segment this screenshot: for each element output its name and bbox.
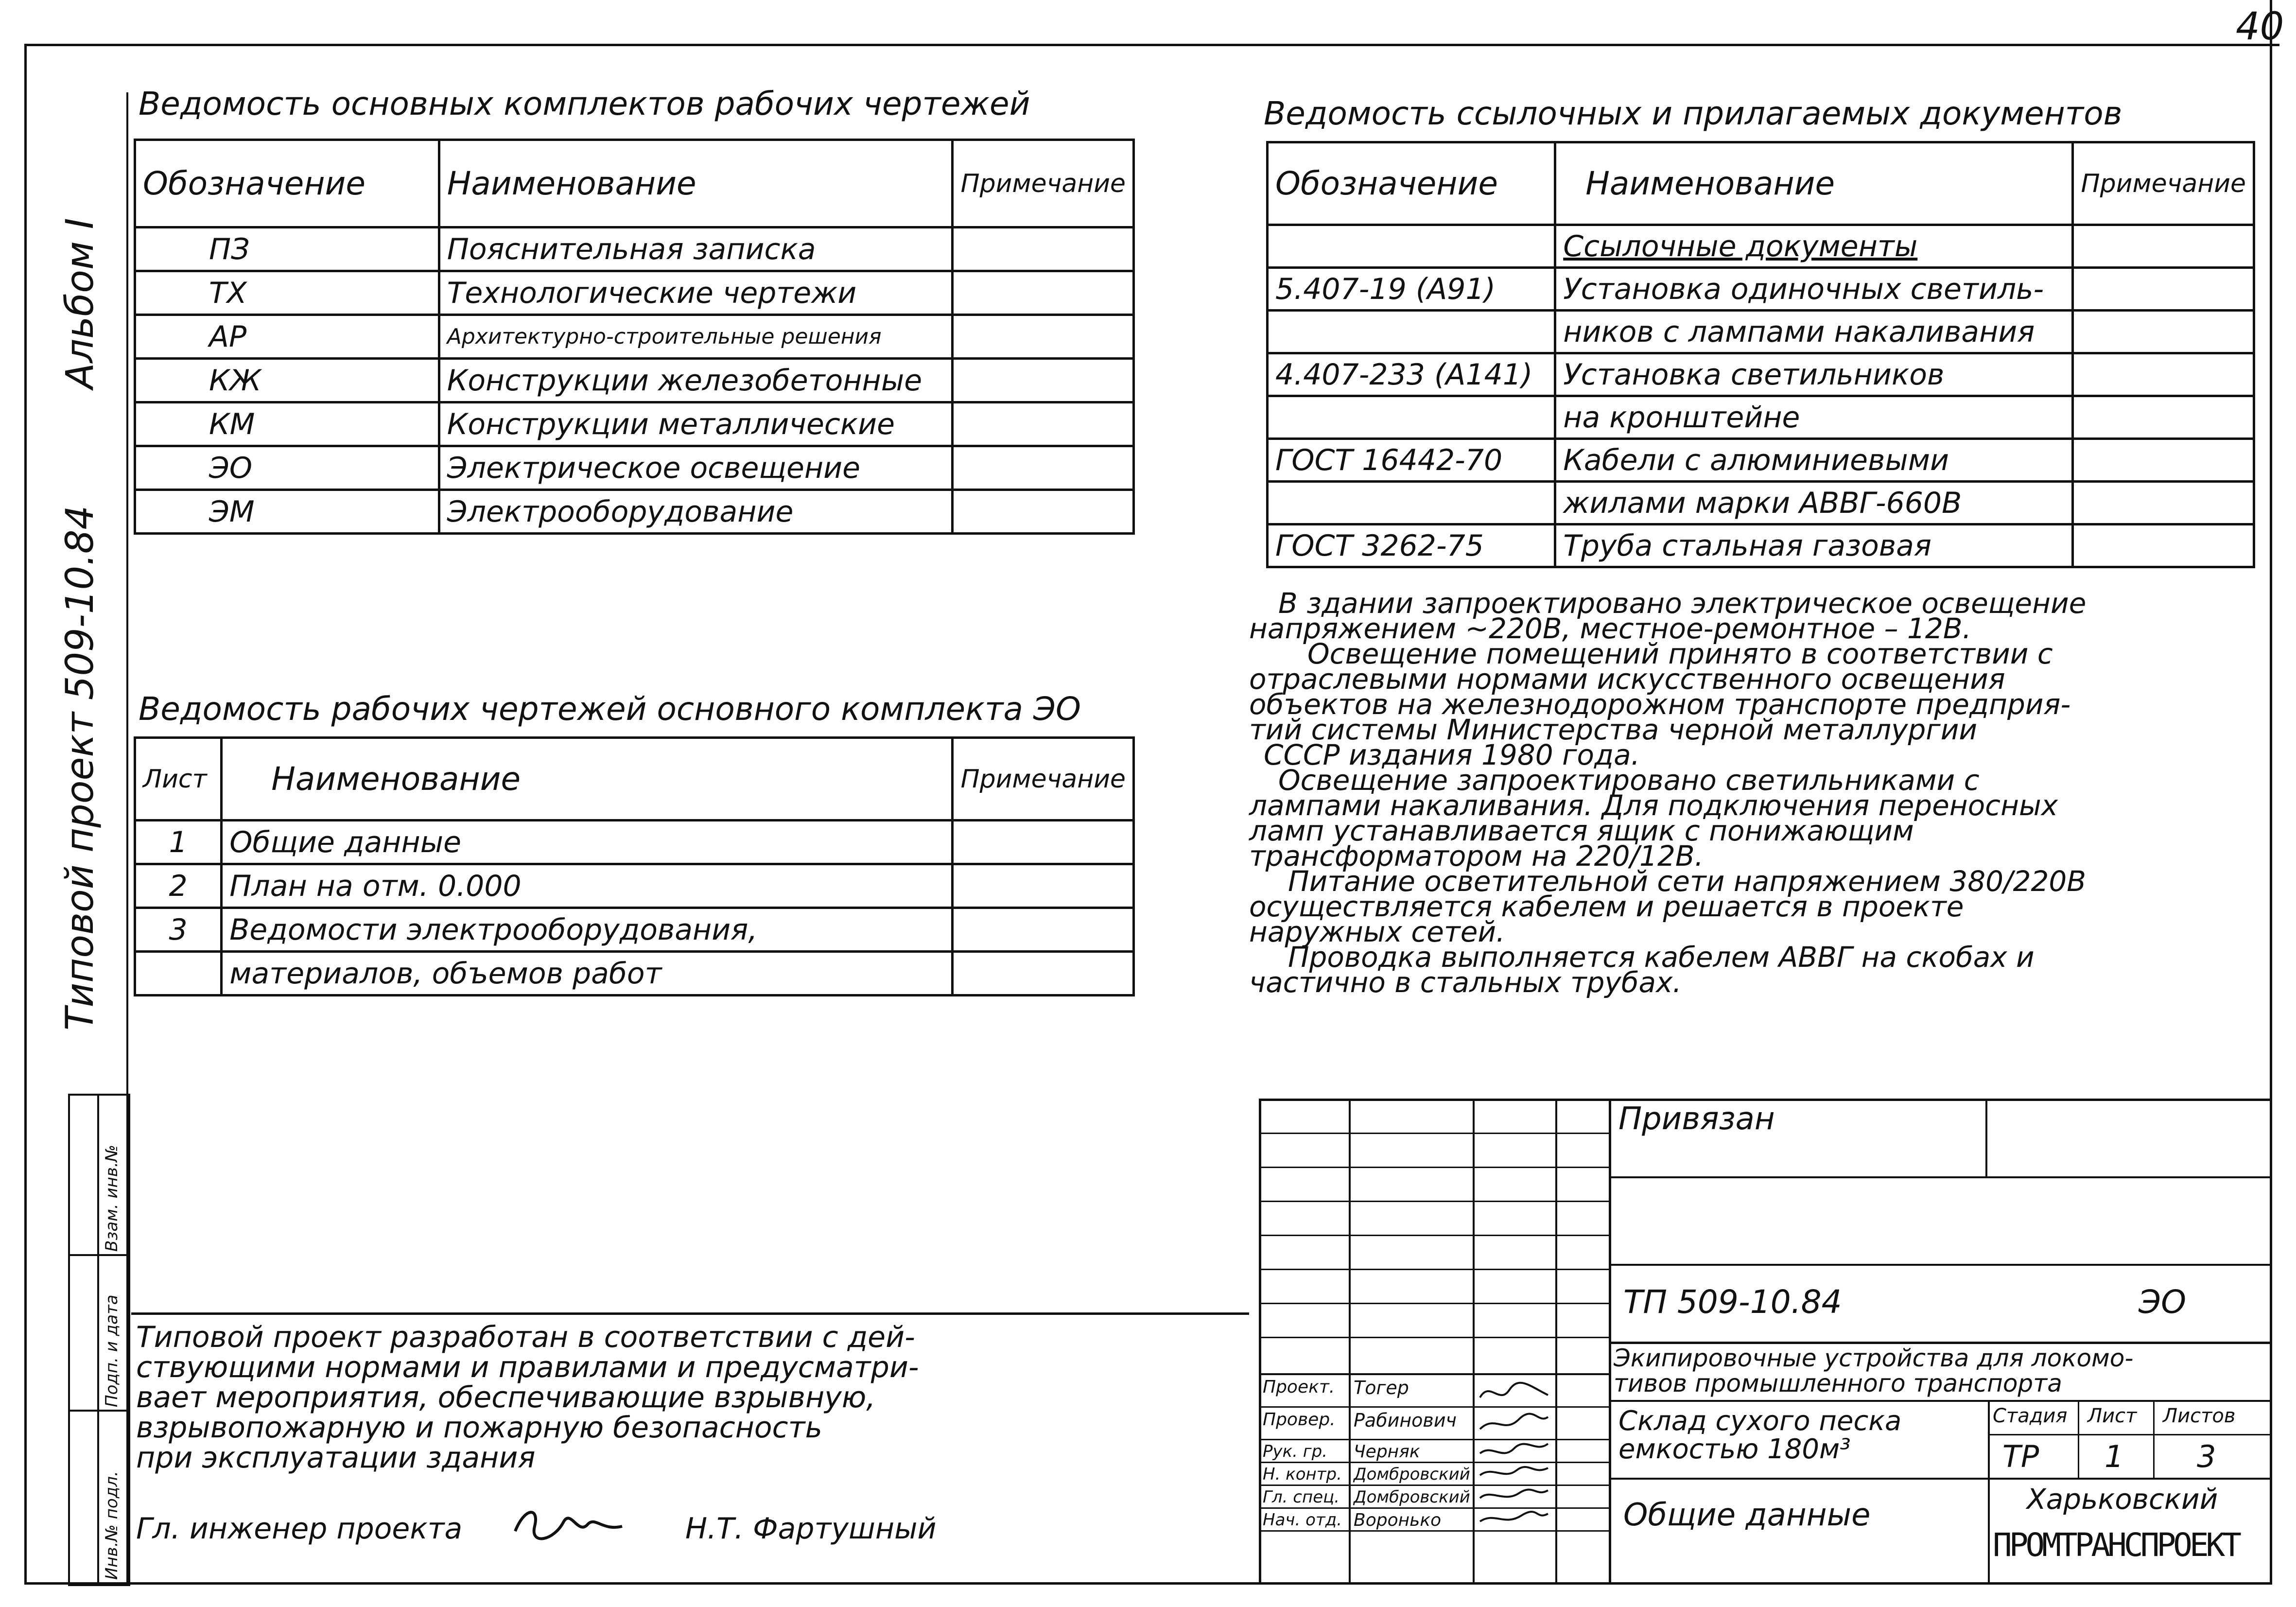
chief-engineer-label: Гл. инженер проекта xyxy=(136,1512,463,1546)
compliance-top-line xyxy=(131,1312,1249,1315)
stamp-divider xyxy=(97,1094,99,1582)
sheet-label: Лист xyxy=(2087,1405,2137,1427)
col-header-note: Примечание xyxy=(953,738,1134,821)
row-note xyxy=(2073,439,2254,482)
row-code: ПЗ xyxy=(135,227,439,271)
table-row xyxy=(135,952,1134,996)
row-name: Пояснительная записка xyxy=(439,227,953,271)
sign-name: Рабинович xyxy=(1354,1410,1457,1431)
row-name: Конструкции железобетонные xyxy=(439,359,953,402)
col-header-note: Примечание xyxy=(2073,142,2254,225)
row-name: Кабели с алюминиевыми xyxy=(1555,439,2073,482)
frame-left-border xyxy=(24,44,27,1585)
row-name: Установка светильников xyxy=(1555,353,2073,396)
col-header-name: Наименование xyxy=(439,140,953,227)
sheet-title: Общие данные xyxy=(1623,1497,1871,1533)
note-line: лампами накаливания. Для подключения переносных xyxy=(1249,789,2058,822)
row-note xyxy=(953,271,1134,315)
row-note xyxy=(953,864,1134,908)
row-name: Конструкции металлические xyxy=(439,402,953,446)
row-code: 5.407-19 (А91) xyxy=(1268,268,1555,311)
table-row xyxy=(1268,396,2254,439)
compliance-line: Типовой проект разработан в соответствии с дей- xyxy=(136,1320,915,1354)
object-line: тивов промышленного транспорта xyxy=(1614,1369,2062,1397)
row-note xyxy=(953,490,1134,534)
sign-name: Воронько xyxy=(1354,1510,1442,1530)
main-sets-table xyxy=(134,139,1135,535)
sheet-value: 1 xyxy=(2105,1439,2124,1474)
row-code: КЖ xyxy=(135,359,439,402)
row-note xyxy=(953,908,1134,952)
row-note xyxy=(953,821,1134,864)
row-name: Общие данные xyxy=(222,821,953,864)
compliance-line: ствующими нормами и правилами и предусматри- xyxy=(136,1350,919,1384)
working-drawings-table xyxy=(134,736,1135,996)
row-name: Ведомости электрооборудования, xyxy=(222,908,953,952)
row-note xyxy=(953,402,1134,446)
row-note xyxy=(953,359,1134,402)
row-code: ЭО xyxy=(135,446,439,490)
frame-bottom-border xyxy=(24,1582,2272,1585)
col-header-name: Наименование xyxy=(222,738,953,821)
note-line: Освещение помещений принято в соответствии с xyxy=(1307,637,2053,670)
row-name: Технологические чертежи xyxy=(439,271,953,315)
table-row xyxy=(1268,268,2254,311)
row-name: на кронштейне xyxy=(1555,396,2073,439)
ref-docs-title: Ведомость ссылочных и прилагаемых документов xyxy=(1264,95,2122,132)
sign-role: Провер. xyxy=(1263,1410,1336,1430)
note-line: ламп устанавливается ящик с понижающим xyxy=(1249,814,1914,847)
table-row xyxy=(1268,353,2254,396)
row-sheet: 2 xyxy=(135,864,222,908)
row-code xyxy=(1268,396,1555,439)
row-note xyxy=(2073,311,2254,353)
table-row xyxy=(1268,524,2254,567)
row-name: Установка одиночных светиль- xyxy=(1555,268,2073,311)
building-name xyxy=(1618,1407,1901,1464)
page-number: 40 xyxy=(2236,5,2284,49)
note-line: В здании запроектировано электрическое освещение xyxy=(1278,587,2087,620)
col-header-code: Обозначение xyxy=(1268,142,1555,225)
sign-role: Проект. xyxy=(1263,1377,1335,1397)
row-code: 4.407-233 (А141) xyxy=(1268,353,1555,396)
table-row xyxy=(135,821,1134,864)
row-name: ников с лампами накаливания xyxy=(1555,311,2073,353)
row-name: жилами марки АВВГ-660В xyxy=(1555,482,2073,524)
stamp-inv-original: Инв.№ подл. xyxy=(102,1471,122,1580)
project-label: Типовой проект 509-10.84 xyxy=(58,505,102,1031)
album-label: Альбом I xyxy=(58,218,102,389)
working-drawings-title: Ведомость рабочих чертежей основного комплекта ЭО xyxy=(139,690,1081,728)
row-code: ГОСТ 16442-70 xyxy=(1268,439,1555,482)
table-row xyxy=(135,271,1134,315)
table-row xyxy=(135,446,1134,490)
sign-role: Нач. отд. xyxy=(1263,1510,1342,1530)
note-line: осуществляется кабелем и решается в проекте xyxy=(1249,890,1964,923)
note-line: напряжением ~220В, местное-ремонтное – 12В. xyxy=(1249,612,1972,645)
row-code: ТХ xyxy=(135,271,439,315)
stage-value: ТР xyxy=(2002,1439,2039,1474)
table-row xyxy=(1268,225,2254,268)
row-note xyxy=(953,952,1134,996)
sign-role: Н. контр. xyxy=(1263,1465,1342,1484)
row-code: ГОСТ 3262-75 xyxy=(1268,524,1555,567)
org-name: Харьковский xyxy=(2027,1483,2218,1516)
row-sheet: 1 xyxy=(135,821,222,864)
col-header-note: Примечание xyxy=(953,140,1134,227)
sheets-label: Листов xyxy=(2163,1405,2236,1427)
table-row xyxy=(135,908,1134,952)
stamp-sign-date: Подп. и дата xyxy=(102,1294,122,1407)
frame-right-border xyxy=(2270,0,2272,1585)
ref-docs-table xyxy=(1266,141,2255,568)
note-line: СССР издания 1980 года. xyxy=(1264,738,1640,771)
col-header-name: Наименование xyxy=(1555,142,2073,225)
note-line: частично в стальных трубах. xyxy=(1249,966,1682,999)
sign-name: Черняк xyxy=(1354,1442,1420,1462)
sign-name: Домбровский xyxy=(1354,1465,1470,1484)
row-note xyxy=(2073,524,2254,567)
row-note xyxy=(2073,482,2254,524)
object-line: Экипировочные устройства для локомо- xyxy=(1614,1344,2134,1372)
note-line: Питание осветительной сети напряжением 380/220В xyxy=(1288,865,2087,898)
row-code xyxy=(1268,225,1555,268)
row-name: материалов, объемов работ xyxy=(222,952,953,996)
row-note xyxy=(953,227,1134,271)
row-code xyxy=(1268,482,1555,524)
table-row xyxy=(135,490,1134,534)
stamp-replaced-inv: Взам. инв.№ xyxy=(102,1144,122,1252)
chief-engineer-name: Н.Т. Фартушный xyxy=(685,1512,937,1546)
row-code: КМ xyxy=(135,402,439,446)
sign-role: Гл. спец. xyxy=(1263,1487,1340,1507)
compliance-line: при эксплуатации здания xyxy=(136,1441,536,1475)
row-note xyxy=(953,446,1134,490)
col-header-sheet: Лист xyxy=(135,738,222,821)
table-row xyxy=(135,402,1134,446)
note-line: Проводка выполняется кабелем АВВГ на скобах и xyxy=(1288,941,2035,974)
row-note xyxy=(2073,268,2254,311)
frame-top-border xyxy=(24,44,2279,46)
building-line: Склад сухого песка xyxy=(1618,1405,1902,1437)
col-header-code: Обозначение xyxy=(135,140,439,227)
compliance-statement xyxy=(136,1322,919,1473)
table-row xyxy=(135,227,1134,271)
compliance-line: вает мероприятия, обеспечивающие взрывную, xyxy=(136,1380,876,1415)
row-name: Электрическое освещение xyxy=(439,446,953,490)
note-line: тий системы Министерства черной металлургии xyxy=(1249,713,1978,746)
row-note xyxy=(953,315,1134,359)
table-row xyxy=(135,359,1134,402)
row-note xyxy=(2073,396,2254,439)
mark-code: ЭО xyxy=(2139,1283,2187,1321)
doc-code: ТП 509-10.84 xyxy=(1623,1283,1842,1321)
linked-label: Привязан xyxy=(1618,1101,1775,1137)
row-name: Ссылочные документы xyxy=(1555,225,2073,268)
row-code: АР xyxy=(135,315,439,359)
building-line: емкостью 180м³ xyxy=(1618,1433,1851,1465)
stage-label: Стадия xyxy=(1993,1405,2068,1427)
org-name-caps: ПРОМТРАНСПРОЕКТ xyxy=(1993,1526,2239,1564)
note-line: объектов на железнодорожном транспорте предприя- xyxy=(1249,688,2071,721)
row-sheet: 3 xyxy=(135,908,222,952)
row-sheet xyxy=(135,952,222,996)
note-line: наружных сетей. xyxy=(1249,915,1505,948)
sheets-value: 3 xyxy=(2197,1439,2216,1474)
sign-name: Домбровский xyxy=(1354,1487,1470,1507)
sign-role: Рук. гр. xyxy=(1263,1442,1328,1461)
row-note xyxy=(2073,353,2254,396)
compliance-line: взрывопожарную и пожарную безопасность xyxy=(136,1411,822,1445)
table-row xyxy=(1268,439,2254,482)
note-line: отраслевыми нормами искусственного освещения xyxy=(1249,663,2005,696)
note-line: трансформатором на 220/12В. xyxy=(1249,839,1704,873)
signature-marks xyxy=(1475,1376,1555,1534)
table-row xyxy=(1268,482,2254,524)
main-sets-title: Ведомость основных комплектов рабочих чертежей xyxy=(139,85,1030,122)
table-row xyxy=(135,315,1134,359)
row-name: План на отм. 0.000 xyxy=(222,864,953,908)
object-name xyxy=(1614,1345,2133,1396)
row-code xyxy=(1268,311,1555,353)
note-line: Освещение запроектировано светильниками с xyxy=(1278,764,1980,797)
table-row xyxy=(135,864,1134,908)
row-note xyxy=(2073,225,2254,268)
engineer-signature xyxy=(505,1497,632,1551)
row-name: Электрооборудование xyxy=(439,490,953,534)
sign-name: Тогер xyxy=(1354,1377,1409,1398)
table-row xyxy=(1268,311,2254,353)
general-notes xyxy=(1249,587,2087,999)
row-name: Архитектурно-строительные решения xyxy=(439,315,953,359)
row-code: ЭМ xyxy=(135,490,439,534)
row-name: Труба стальная газовая xyxy=(1555,524,2073,567)
